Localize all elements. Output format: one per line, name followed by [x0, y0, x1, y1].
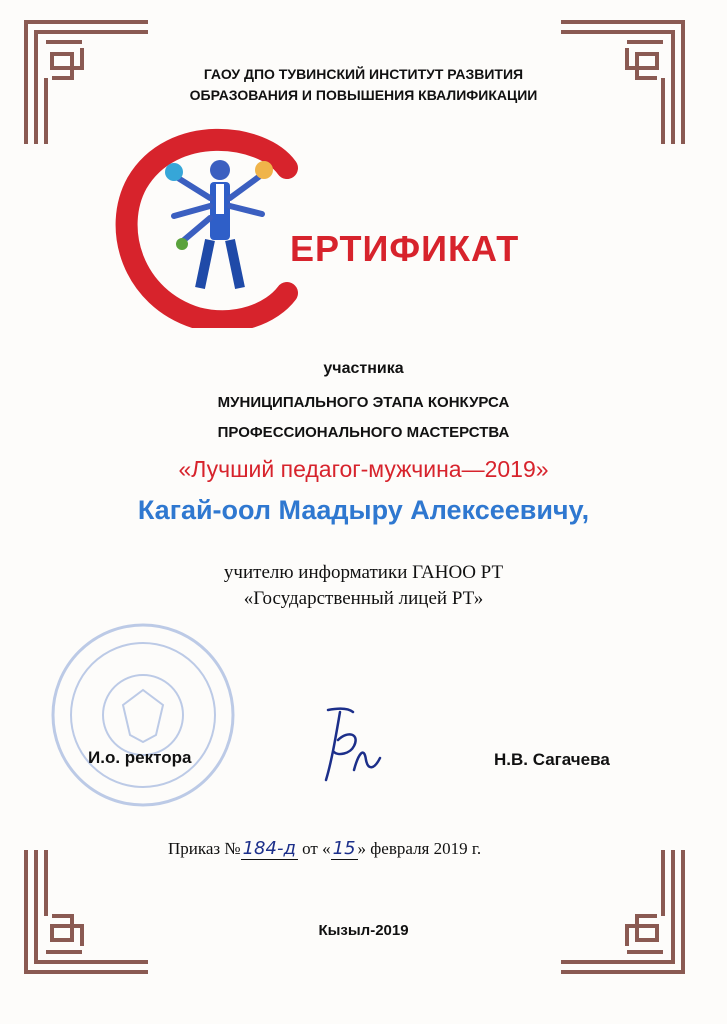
- order-suffix: » февраля 2019 г.: [357, 839, 482, 858]
- contest-name: «Лучший педагог-мужчина—2019»: [178, 456, 549, 482]
- city-year: Кызыл-2019: [318, 922, 409, 939]
- institution-line-1: ГАОУ ДПО ТУВИНСКИЙ ИНСТИТУТ РАЗВИТИЯ: [203, 66, 524, 82]
- position-line-2: «Государственный лицей РТ»: [243, 588, 484, 609]
- signatory-name: Н.В. Сагачева: [494, 750, 610, 769]
- handwritten-signature-icon: [308, 700, 398, 790]
- order-from: от «: [302, 839, 331, 858]
- stage-line-1: МУНИЦИПАЛЬНОГО ЭТАПА КОНКУРСА: [217, 394, 510, 411]
- institution-header: [0, 64, 727, 106]
- certificate-logo: [112, 128, 592, 328]
- institution-line-2: ОБРАЗОВАНИЯ И ПОВЫШЕНИЯ КВАЛИФИКАЦИИ: [189, 87, 538, 103]
- order-day: 15: [332, 838, 356, 859]
- recipient-name: Кагай-оол Маадыру Алексеевичу,: [137, 495, 590, 525]
- signatory-role: И.о. ректора: [88, 748, 192, 767]
- position-line-1: учителю информатики ГАНОО РТ: [223, 562, 504, 583]
- order-number: 184-д: [242, 838, 296, 859]
- order-line: [168, 838, 481, 860]
- order-prefix: Приказ №: [168, 839, 241, 858]
- certificate-title: ЕРТИФИКАТ: [290, 228, 520, 269]
- participant-label: участника: [323, 360, 404, 377]
- corner-ornament-bottom-left: [22, 846, 152, 976]
- corner-ornament-bottom-right: [557, 846, 687, 976]
- official-seal-icon: [48, 620, 238, 810]
- stage-line-2: ПРОФЕССИОНАЛЬНОГО МАСТЕРСТВА: [217, 424, 510, 441]
